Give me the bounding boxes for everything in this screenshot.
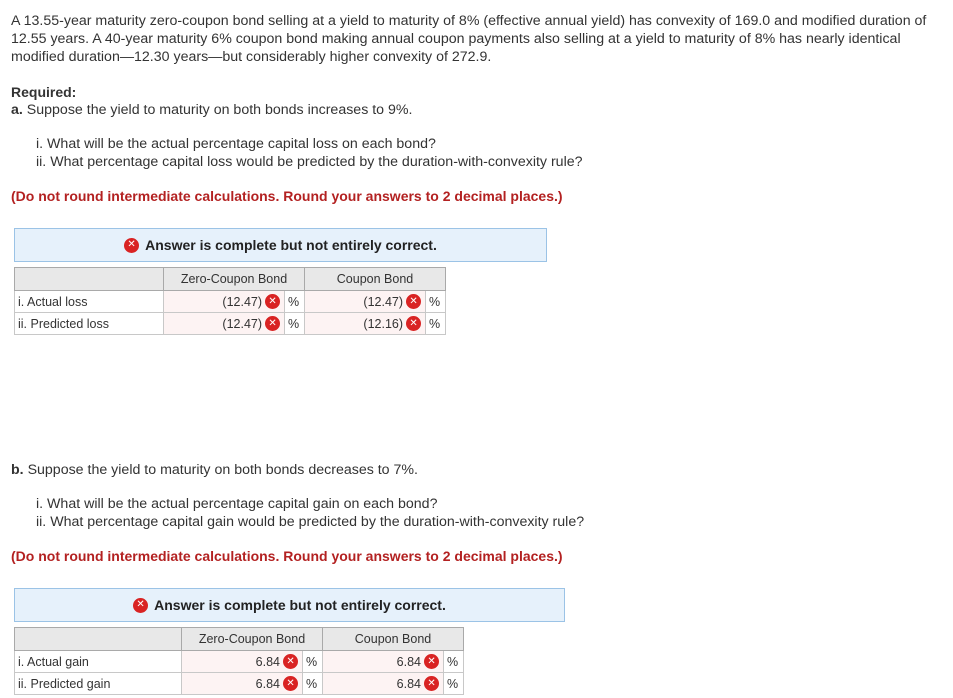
- part-a-banner-text: Answer is complete but not entirely correct.: [145, 237, 437, 253]
- answer-value: (12.16): [363, 316, 404, 331]
- part-a-result-banner: [14, 228, 547, 262]
- table-row: [15, 313, 446, 335]
- x-circle-icon: ✕: [406, 294, 421, 309]
- part-a-rounding-note: (Do not round intermediate calculations. Round your answers to 2 decimal places.): [11, 188, 563, 204]
- answer-input-cell[interactable]: [305, 313, 426, 335]
- answer-input-cell[interactable]: [164, 291, 285, 313]
- column-header-zero-coupon: Zero-Coupon Bond: [182, 628, 323, 651]
- percent-unit: %: [426, 313, 446, 335]
- x-circle-icon: ✕: [406, 316, 421, 331]
- part-b-letter: b.: [11, 462, 24, 478]
- answer-input-cell[interactable]: [305, 291, 426, 313]
- x-circle-icon: ✕: [265, 294, 280, 309]
- answer-value: 6.84: [255, 654, 281, 669]
- percent-unit: %: [444, 651, 464, 673]
- part-b-question: [11, 462, 418, 478]
- table-row: [15, 651, 464, 673]
- x-circle-icon: ✕: [283, 676, 298, 691]
- answer-input-cell[interactable]: [164, 313, 285, 335]
- percent-unit: %: [285, 313, 305, 335]
- x-circle-icon: ✕: [283, 654, 298, 669]
- x-circle-icon: ✕: [265, 316, 280, 331]
- part-a-question: [11, 102, 412, 118]
- part-b-rounding-note: (Do not round intermediate calculations. Round your answers to 2 decimal places.): [11, 548, 563, 564]
- part-b-result-banner: [14, 588, 565, 622]
- part-a-sub-ii: ii. What percentage capital loss would be predicted by the duration-with-convexity rule?: [36, 154, 583, 170]
- x-circle-icon: ✕: [424, 676, 439, 691]
- required-heading: Required:: [11, 84, 77, 100]
- x-circle-icon: ✕: [133, 598, 148, 613]
- answer-input-cell[interactable]: [182, 651, 303, 673]
- part-a-letter: a.: [11, 102, 23, 118]
- percent-unit: %: [426, 291, 446, 313]
- part-a-answer-table: [14, 267, 446, 335]
- answer-input-cell[interactable]: [182, 673, 303, 695]
- part-b-answer-table: [14, 627, 464, 695]
- percent-unit: %: [444, 673, 464, 695]
- percent-unit: %: [303, 673, 323, 695]
- row-label: i. Actual gain: [15, 651, 182, 673]
- column-header-coupon: Coupon Bond: [305, 268, 446, 291]
- part-b-banner-text: Answer is complete but not entirely correct.: [154, 597, 446, 613]
- table-corner: [15, 628, 182, 651]
- part-b-question-text: Suppose the yield to maturity on both bonds decreases to 7%.: [27, 462, 418, 478]
- column-header-zero-coupon: Zero-Coupon Bond: [164, 268, 305, 291]
- answer-value: (12.47): [363, 294, 404, 309]
- part-a-question-text: Suppose the yield to maturity on both bonds increases to 9%.: [26, 102, 413, 118]
- answer-input-cell[interactable]: [323, 651, 444, 673]
- answer-value: (12.47): [222, 294, 263, 309]
- row-label: i. Actual loss: [15, 291, 164, 313]
- percent-unit: %: [303, 651, 323, 673]
- answer-value: 6.84: [396, 676, 422, 691]
- part-a-sub-i: i. What will be the actual percentage capital loss on each bond?: [36, 136, 436, 152]
- percent-unit: %: [285, 291, 305, 313]
- row-label: ii. Predicted loss: [15, 313, 164, 335]
- x-circle-icon: ✕: [124, 238, 139, 253]
- answer-value: 6.84: [255, 676, 281, 691]
- row-label: ii. Predicted gain: [15, 673, 182, 695]
- problem-statement: A 13.55-year maturity zero-coupon bond selling at a yield to maturity of 8% (effective annual yield) has convexity of 169.0 and modified duration of 12.55 years. A 40-year maturity 6% coupon bond making annual coupon payments also selling at a yield to maturity of 8% has nearly identical modified duration—12.30 years—but considerably higher convexity of 272.9.: [11, 13, 927, 65]
- table-corner: [15, 268, 164, 291]
- answer-value: (12.47): [222, 316, 263, 331]
- part-b-sub-ii: ii. What percentage capital gain would be predicted by the duration-with-convexity rule?: [36, 514, 585, 530]
- part-b-sub-i: i. What will be the actual percentage capital gain on each bond?: [36, 496, 438, 512]
- answer-input-cell[interactable]: [323, 673, 444, 695]
- table-row: [15, 291, 446, 313]
- answer-value: 6.84: [396, 654, 422, 669]
- column-header-coupon: Coupon Bond: [323, 628, 464, 651]
- x-circle-icon: ✕: [424, 654, 439, 669]
- table-row: [15, 673, 464, 695]
